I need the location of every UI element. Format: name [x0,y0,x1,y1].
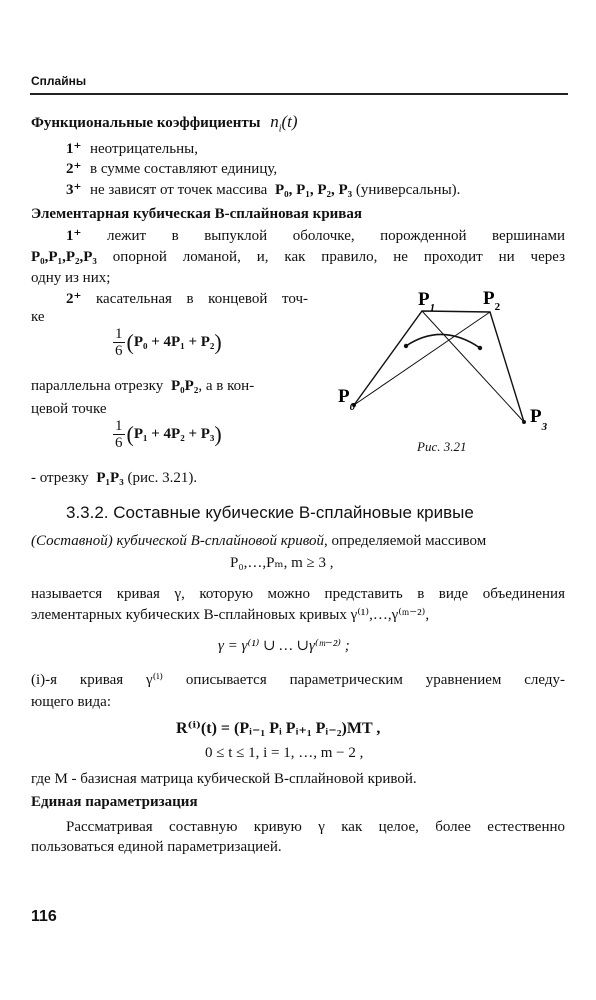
item-number: 2⁺ [66,291,82,307]
union-formula: γ = γ⁽¹⁾ ∪ … ∪γ⁽ᵐ⁻²⁾ ; [218,638,350,654]
figure-caption: Рис. 3.21 [417,439,467,454]
points-inline: P₀,P₁,P₂,P₃ [31,249,97,265]
elem-p1-line3: одну из них; [31,270,111,286]
heading-text: Функциональные коэффициенты [31,115,261,131]
formula-n-i-t: $n_i(t)$ [270,112,298,135]
text: параллельна отрезку [31,378,164,394]
item-text: не зависят от точек массива [90,182,268,198]
segment-p1p3: P₁P₃ [96,470,124,486]
item-text: неотрицательны, [90,141,198,157]
definition-line [31,531,486,551]
formula-tangent-end: $\frac{1}{6}$ (P₁ + 4P₂ + P₃) [115,418,222,451]
diagonal-p1-p3 [422,311,524,422]
page-number: 116 [31,908,57,925]
item-text: в сумме составляют единицу, [90,161,278,177]
elem-p2-line1 [31,289,308,309]
curve-start-point [404,344,408,348]
param-line-2: пользоваться единой параметризацией. [31,839,282,855]
text: опорной ломаной, и, как правило, не проходит ни через [112,249,565,265]
segment-p0p2: P₀P₂ [171,378,199,394]
func-item-2 [66,159,277,179]
formula-body: P₀ + 4P₁ + P₂ [133,334,215,351]
vertex-p3 [522,420,526,424]
label-p2: $P_2$ [483,288,501,313]
elem-p2-line2: ке [31,309,45,325]
parameter-range: 0 ≤ t ≤ 1, i = 1, …, m − 2 , [205,745,364,761]
running-title: Сплайны [31,74,87,88]
array-formula: P₀,…,Pₘ, m ≥ 3 , [230,555,334,571]
curve-end-point [478,346,482,350]
parametric-equation: R⁽ⁱ⁾(t) = (Pᵢ₋₁ Pᵢ Pᵢ₊₁ Pᵢ₋₂)MT , [176,720,381,737]
text: , определяемой массивом [324,533,487,549]
func-item-3 [66,180,460,200]
basis-matrix-line: где M - базисная матрица кубической B-сплайновой кривой. [31,771,417,787]
diagonal-p0-p2 [354,312,490,405]
param-line-1: Рассматривая составную кривую γ как целое, более естественно [66,819,565,835]
control-polygon [354,311,524,422]
parallel-line-2: цевой точке [31,401,107,417]
defined-term: (Составной) кубической B-сплайновой кривой [31,533,325,549]
formula-body: P₁ + 4P₂ + P₃ [133,426,215,443]
item-number: 2⁺ [66,161,82,177]
text: лежит в выпуклой оболочке, порожденной вершинами [106,228,565,244]
elem-p1-line2 [31,247,565,267]
body-line-4: элементарных кубических B-сплайновых кривых γ⁽¹⁾,…,γ⁽ᵐ⁻²⁾, [31,607,430,623]
formula-tangent-start: $\frac{1}{6}$ (P₀ + 4P₁ + P₂) [115,326,222,359]
section-heading: 3.3.2. Составные кубические B-сплайновые кривые [66,503,474,522]
parallel-line-1 [31,376,254,396]
tail-line [31,468,197,488]
fraction-one-sixth: $\frac{1}{6}$ [115,418,123,451]
label-p1: $P_1$ [418,289,436,314]
text: касательная в концевой точ- [96,291,308,307]
item-number: 3⁺ [66,182,82,198]
heading-functional-coefficients [31,112,298,134]
item-number: 1⁺ [66,141,82,157]
fraction-one-sixth: $\frac{1}{6}$ [115,326,123,359]
heading-unified-parametrization: Единая параметризация [31,794,198,810]
item-number: 1⁺ [66,228,82,244]
body-line-6: (i)-я кривая γ⁽ⁱ⁾ описывается параметрическим уравнением следу- [31,672,565,688]
heading-elementary-bspline: Элементарная кубическая B-сплайновая кривая [31,206,363,222]
text: - отрезку [31,470,89,486]
body-line-3: называется кривая γ, которую можно представить в виде объединения [31,586,565,602]
elem-p1-line1 [31,226,565,246]
text: (рис. 3.21). [127,470,198,486]
text: , а в кон- [198,378,255,394]
func-item-1 [66,139,198,159]
body-line-7: ющего вида: [31,694,112,710]
header-rule [30,93,568,95]
item-tail: (универсальны). [355,182,461,198]
spline-curve [406,334,480,348]
figure-bspline [320,282,565,462]
label-p3: $P_3$ [530,406,548,433]
points-list: P₀, P₁, P₂, P₃ [275,182,353,198]
label-p0: $P_0$ [338,386,356,413]
